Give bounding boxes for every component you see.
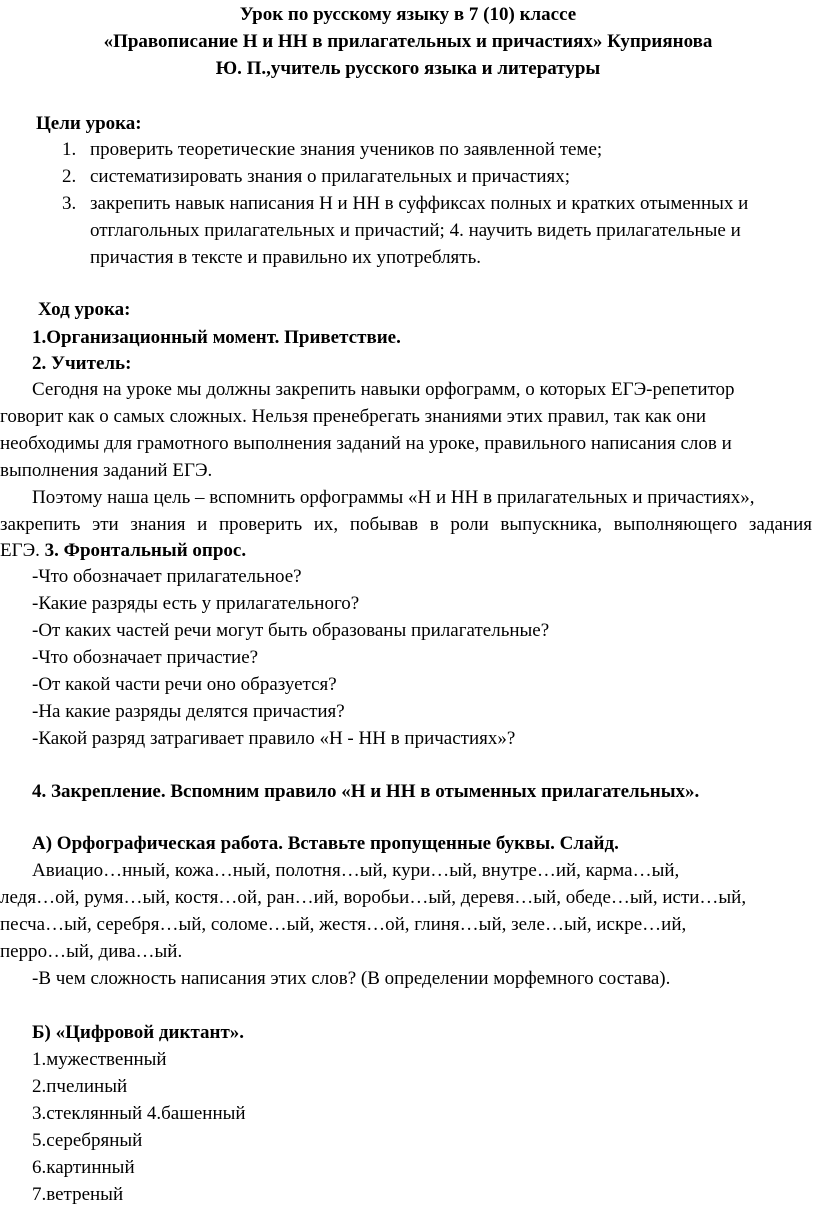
goal-3-line-2: отглагольных прилагательных и причастий; 4. научить видеть прилагательные и [90, 220, 741, 241]
question-4: -Что обозначает причастие? [32, 647, 259, 668]
question-7: -Какой разряд затрагивает правило «Н - НН в причастиях»? [32, 728, 516, 749]
title-line-2: «Правописание Н и НН в прилагательных и причастиях» Куприянова [103, 31, 713, 52]
goal-1-number: 1. [62, 139, 77, 160]
title-line-1: Урок по русскому языку в 7 (10) классе [239, 4, 577, 25]
stage-4-heading: 4. Закрепление. Вспомним правило «Н и НН в отыменных прилагательных». [32, 781, 700, 802]
teacher-paragraph-line-2: говорит как о самых сложных. Нельзя пренебрегать знаниями этих правил, так как они [0, 406, 707, 427]
goal-3-line-3: причастия в тексте и правильно их употреблять. [90, 247, 482, 268]
dictation-item-5: 5.серебряный [32, 1130, 143, 1151]
task-a-words-line-3: песча…ый, серебря…ый, соломе…ый, жестя…ой, глиня…ый, зеле…ый, искре…ий, [0, 914, 687, 935]
goal-1-text: проверить теоретические знания учеников по заявленной теме; [90, 139, 603, 160]
task-a-words-line-2: ледя…ой, румя…ый, костя…ой, ран…ий, воробьи…ый, деревя…ый, обеде…ый, исти…ый, [0, 887, 747, 908]
task-b-heading: Б) «Цифровой диктант». [32, 1022, 245, 1043]
question-5: -От какой части речи оно образуется? [32, 674, 337, 695]
dictation-item-3-4: 3.стеклянный 4.башенный [32, 1103, 246, 1124]
title-line-3: Ю. П.,учитель русского языка и литературы [215, 58, 601, 79]
teacher-paragraph-line-3: необходимы для грамотного выполнения заданий на уроке, правильного написания слов и [0, 433, 732, 454]
goal-paragraph-line-2: закрепить эти знания и проверить их, побывав в роли выпускника, выполняющего задания [0, 514, 812, 535]
dictation-item-7: 7.ветреный [32, 1184, 124, 1205]
question-2: -Какие разряды есть у прилагательного? [32, 593, 360, 614]
goal-paragraph-end: ЕГЭ. [0, 540, 45, 561]
teacher-paragraph-line-1: Сегодня на уроке мы должны закрепить навыки орфограмм, о которых ЕГЭ-репетитор [32, 379, 735, 400]
stage-3-heading: 3. Фронтальный опрос. [44, 540, 247, 561]
goal-paragraph-line-1: Поэтому наша цель – вспомнить орфограммы «Н и НН в прилагательных и причастиях», [32, 487, 755, 508]
stage-2-heading: 2. Учитель: [32, 353, 132, 374]
task-a-words-line-4: перро…ый, дива…ый. [0, 941, 183, 962]
goal-3-line-1: закрепить навык написания Н и НН в суффиксах полных и кратких отыменных и [90, 193, 749, 214]
teacher-paragraph-line-4: выполнения заданий ЕГЭ. [0, 460, 213, 481]
course-heading: Ход урока: [38, 299, 131, 320]
question-3: -От каких частей речи могут быть образованы прилагательные? [32, 620, 550, 641]
task-a-heading: А) Орфографическая работа. Вставьте пропущенные буквы. Слайд. [32, 833, 619, 854]
goals-heading: Цели урока: [36, 113, 142, 134]
task-a-question: -В чем сложность написания этих слов? (В определении морфемного состава). [32, 968, 671, 989]
goal-2-text: систематизировать знания о прилагательных и причастиях; [90, 166, 571, 187]
dictation-item-1: 1.мужественный [32, 1049, 167, 1070]
goal-2-number: 2. [62, 166, 77, 187]
question-1: -Что обозначает прилагательное? [32, 566, 302, 587]
question-6: -На какие разряды делятся причастия? [32, 701, 345, 722]
task-a-words-line-1: Авиацио…нный, кожа…ный, полотня…ый, кури…ый, внутре…ий, карма…ый, [32, 860, 680, 881]
stage-1-heading: 1.Организационный момент. Приветствие. [32, 327, 401, 348]
goal-paragraph-line-3 [0, 539, 246, 563]
dictation-item-2: 2.пчелиный [32, 1076, 128, 1097]
dictation-item-6: 6.картинный [32, 1157, 135, 1178]
goal-3-number: 3. [62, 193, 77, 214]
